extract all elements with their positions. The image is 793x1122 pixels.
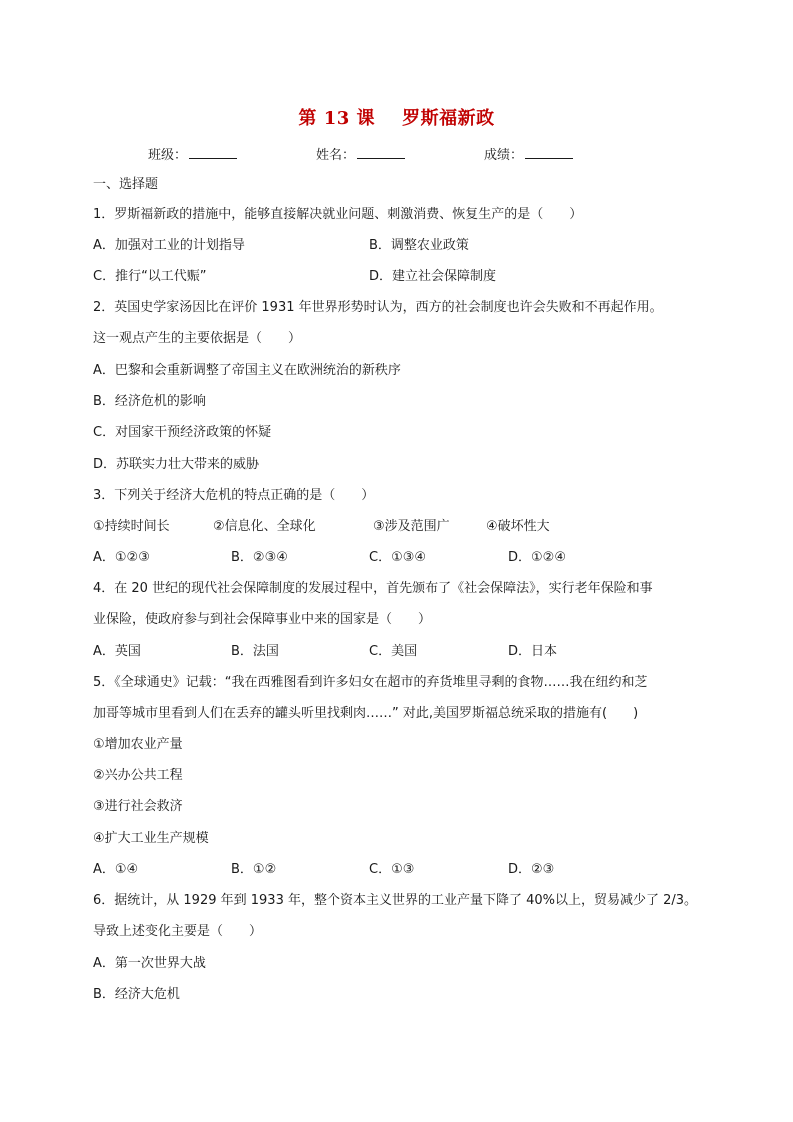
- score-field: [484, 144, 573, 163]
- q6-option-a: A．第一次世界大战: [93, 956, 206, 971]
- q3-stem: 3．下列关于经济大危机的特点正确的是（ ）: [93, 488, 375, 503]
- page-title: 第 13 课 罗斯福新政: [298, 108, 495, 129]
- q5-option-d: D．②③: [508, 862, 555, 877]
- q5-option-c: C．①③: [369, 862, 415, 877]
- q4-option-a: A．英国: [93, 644, 141, 659]
- q3-option-d: D．①②④: [508, 550, 566, 565]
- q1-option-b: B．调整农业政策: [369, 238, 469, 253]
- q3-item-1: ①持续时间长: [93, 519, 170, 534]
- q6-stem-line1: 6．据统计，从 1929 年到 1933 年，整个资本主义世界的工业产量下降了 40%以上，贸易减少了 2/3。: [93, 893, 698, 908]
- score-blank[interactable]: [525, 145, 573, 159]
- q6-option-b: B．经济大危机: [93, 987, 180, 1002]
- q2-option-a: A．巴黎和会重新调整了帝国主义在欧洲统治的新秩序: [93, 363, 401, 378]
- q2-stem-line2: 这一观点产生的主要依据是（ ）: [93, 331, 302, 346]
- student-info-row: [148, 144, 628, 164]
- q3-item-3: ③涉及范围广: [373, 519, 450, 534]
- name-label: 姓名：: [316, 148, 356, 163]
- q5-option-a: A．①④: [93, 862, 139, 877]
- q1-option-c: C．推行“以工代赈”: [93, 269, 207, 284]
- q3-option-a: A．①②③: [93, 550, 150, 565]
- q2-stem-line1: 2．英国史学家汤因比在评价 1931 年世界形势时认为，西方的社会制度也许会失败和不再起作用。: [93, 300, 663, 315]
- name-blank[interactable]: [357, 145, 405, 159]
- section-heading: 一、选择题: [93, 177, 159, 192]
- q2-option-d: D．苏联实力壮大带来的威胁: [93, 457, 260, 472]
- q3-option-b: B．②③④: [231, 550, 288, 565]
- q3-option-c: C．①③④: [369, 550, 427, 565]
- class-label: 班级：: [148, 148, 188, 163]
- q4-option-c: C．美国: [369, 644, 418, 659]
- name-field: [316, 144, 405, 163]
- class-blank[interactable]: [189, 145, 237, 159]
- q5-item-3: ③进行社会救济: [93, 799, 183, 814]
- q5-option-b: B．①②: [231, 862, 277, 877]
- q2-option-c: C．对国家干预经济政策的怀疑: [93, 425, 272, 440]
- q4-option-b: B．法国: [231, 644, 279, 659]
- q2-option-b: B．经济危机的影响: [93, 394, 206, 409]
- q4-option-d: D．日本: [508, 644, 558, 659]
- q4-stem-line2: 业保险，使政府参与到社会保障事业中来的国家是（ ）: [93, 612, 432, 627]
- q5-stem-line2: 加哥等城市里看到人们在丢弃的罐头听里找剩肉……” 对此,美国罗斯福总统采取的措施有( ): [93, 706, 639, 721]
- q3-item-4: ④破坏性大: [486, 519, 550, 534]
- q6-stem-line2: 导致上述变化主要是（ ）: [93, 924, 263, 939]
- q1-option-a: A．加强对工业的计划指导: [93, 238, 245, 253]
- q5-item-1: ①增加农业产量: [93, 737, 183, 752]
- q3-item-2: ②信息化、全球化: [213, 519, 316, 534]
- q1-option-d: D．建立社会保障制度: [369, 269, 497, 284]
- q5-item-2: ②兴办公共工程: [93, 768, 183, 783]
- score-label: 成绩：: [484, 148, 524, 163]
- q5-stem-line1: 5．《全球通史》记载：“我在西雅图看到许多妇女在超市的弃货堆里寻剩的食物……我在纽约和芝: [93, 675, 648, 690]
- q5-item-4: ④扩大工业生产规模: [93, 831, 209, 846]
- q1-stem: 1．罗斯福新政的措施中，能够直接解决就业问题、刺激消费、恢复生产的是（ ）: [93, 207, 583, 222]
- class-field: [148, 144, 237, 163]
- q4-stem-line1: 4．在 20 世纪的现代社会保障制度的发展过程中，首先颁布了《社会保障法》，实行老年保险和事: [93, 581, 653, 596]
